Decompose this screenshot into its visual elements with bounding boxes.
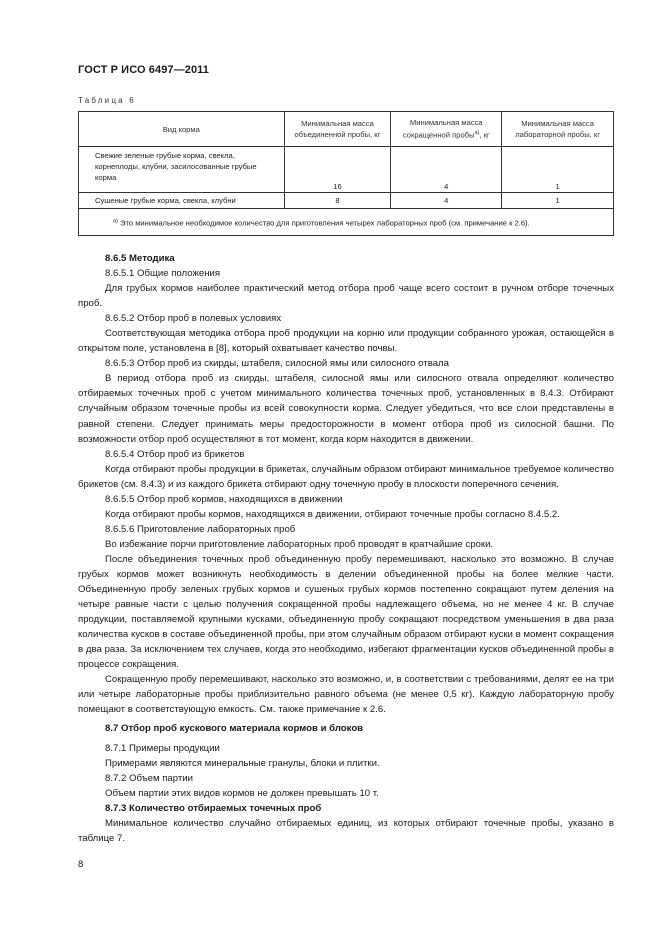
footnote-mark: а) — [113, 218, 118, 224]
combined-mass-cell: 16 — [284, 147, 391, 193]
lab-mass-cell: 1 — [502, 147, 614, 193]
table-note-row — [79, 209, 614, 236]
paragraph: В период отбора проб из скирды, штабеля, силосной ямы или силосного отвала определяют количество отбираемых точечных проб с учетом минимального количества точечных проб, установленных в 8.4.3. Отбирают случайным образом точечные пробы из всей совокупности корма. Следует убедиться, что все слои представлены в равной степени. Следует принимать меры предосторожности в момент отбора проб из силосной башни. По возможности отбор проб осуществляют в тот момент, когда корм находится в движении. — [78, 373, 614, 445]
table-caption: Таблица 6 — [78, 96, 136, 105]
subsection-heading: 8.6.5.6 Приготовление лабораторных проб — [105, 523, 296, 535]
paragraph: Для грубых кормов наиболее практический метод отбора проб чаще всего состоит в ручном отборе точечных проб. — [78, 283, 614, 310]
subsection-heading: 8.6.5.4 Отбор проб из брикетов — [105, 448, 245, 460]
paragraph: Примерами являются минеральные гранулы, блоки и плитки. — [105, 757, 380, 769]
paragraph: После объединения точечных проб объединенную пробу перемешивают, насколько это возможно. В случае грубых кормов может возникнуть необходимость в делении объединенной пробы на более мелкие части. Объединенную пробу зеленых грубых кормов и сушеных грубых кормов постепенно сокращают путем деления на четыре равные части с целью получения сокращенной пробы надлежащего объема, но не менее 4 кг. В случае продукции, поставляемой крупными кусками, объединенную пробу сокращают посредством уменьшения в два раза количества кусков в составе объединенной пробы, при этом случайным образом отбирают куски в момент сокращения в два раза. За исключением тех случаев, когда это необходимо, избегают фрагментации кусков объединенной пробы в процессе сокращения. — [78, 553, 614, 671]
section-heading: 8.7 Отбор проб кускового материала кормов и блоков — [105, 723, 364, 735]
combined-mass-cell: 8 — [284, 193, 391, 209]
page-number: 8 — [78, 859, 84, 870]
footnote-mark: а) — [474, 130, 480, 137]
table-row — [79, 147, 614, 193]
subsection-heading: 8.6.5.3 Отбор проб из скирды, штабеля, силосной ямы или силосного отвала — [105, 358, 449, 370]
subsection-heading: 8.7.2 Объем партии — [105, 772, 194, 784]
table-header-row — [79, 112, 614, 147]
table-row — [79, 193, 614, 209]
subsection-heading: 8.7.3 Количество отбираемых точечных проб — [105, 802, 322, 814]
table-6 — [78, 111, 614, 236]
document-body — [78, 251, 614, 846]
feed-type-cell: Свежие зеленые грубые корма, свекла, корнеплоды, клубни, засилосованные грубые корма — [79, 147, 285, 193]
column-header-feed-type: Вид корма — [79, 112, 285, 147]
subsection-heading: 8.6.5.1 Общие положения — [105, 268, 221, 280]
paragraph: Объем партии этих видов кормов не должен превышать 10 т. — [105, 787, 379, 799]
feed-type-cell: Сушеные грубые корма, свекла, клубни — [79, 193, 285, 209]
paragraph: Минимальное количество случайно отбираемых единиц, из которых отбирают точечные пробы, указано в таблице 7. — [78, 817, 614, 844]
table-footnote: $^{а)}$ Это минимальное необходимое количество для приготовления четырех лабораторных проб (см. примечание к 2.6). — [79, 209, 614, 236]
paragraph: Когда отбирают пробы продукции в брикетах, случайным образом отбирают минимальное требуемое количество брикетов (см. 8.4.3) и из каждого брикета отбирают одну точечную пробу в плоскости поперечного сечения. — [78, 463, 614, 490]
reduced-mass-cell: 4 — [391, 147, 502, 193]
reduced-mass-cell: 4 — [391, 193, 502, 209]
document-header: ГОСТ Р ИСО 6497—2011 — [78, 64, 210, 76]
subsection-heading: 8.6.5.2 Отбор проб в полевых условиях — [105, 313, 282, 325]
subsection-heading: 8.6.5.5 Отбор проб кормов, находящихся в движении — [105, 493, 343, 505]
column-header-reduced-sample: Минимальная масса сокращенной пробы$^{а)}$, кг — [391, 112, 502, 147]
column-header-combined-sample: Минимальная масса объединенной пробы, кг — [284, 112, 391, 147]
paragraph: Соответствующая методика отбора проб продукции на корню или продукции собранного урожая, остающейся в открытом поле, установлена в [8], который охватывает качество почвы. — [78, 328, 614, 355]
section-heading: 8.6.5 Методика — [105, 253, 175, 264]
paragraph: Сокращенную пробу перемешивают, насколько это возможно, и, в соответствии с требованиями, делят ее на три или четыре лабораторные пробы приблизительно равного объема (не менее 0,5 кг). Каждую лабораторную пробу помещают в соответствующую емкость. См. также примечание к 2.6. — [78, 674, 614, 716]
subsection-heading: 8.7.1 Примеры продукции — [105, 742, 220, 754]
lab-mass-cell: 1 — [502, 193, 614, 209]
paragraph: Во избежание порчи приготовление лабораторных проб проводят в кратчайшие сроки. — [105, 538, 494, 550]
paragraph: Когда отбирают пробы кормов, находящихся в движении, отбирают точечные пробы согласно 8.4.5.2. — [105, 508, 560, 520]
column-header-lab-sample: Минимальная масса лабораторной пробы, кг — [502, 112, 614, 147]
